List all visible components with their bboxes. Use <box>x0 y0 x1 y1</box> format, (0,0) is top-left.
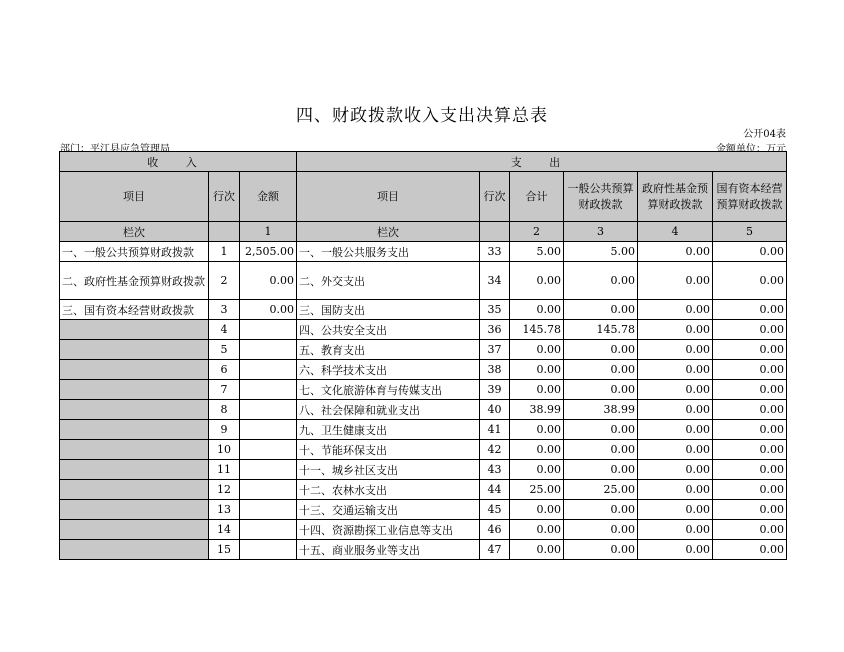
general-budget-cell: 0.00 <box>564 440 638 460</box>
state-capital-cell: 0.00 <box>713 380 787 400</box>
table-row <box>60 500 787 520</box>
table-row <box>60 420 787 440</box>
income-row-cell: 6 <box>209 360 240 380</box>
state-capital-cell: 0.00 <box>713 300 787 320</box>
expense-item-cell: 十五、商业服务业等支出 <box>297 540 480 560</box>
expense-total-cell: 0.00 <box>510 380 564 400</box>
income-row-cell: 12 <box>209 480 240 500</box>
general-budget-cell: 0.00 <box>564 360 638 380</box>
income-row-cell: 4 <box>209 320 240 340</box>
gov-fund-cell: 0.00 <box>638 540 713 560</box>
expense-row-cell: 39 <box>480 380 510 400</box>
income-item-cell <box>60 440 209 460</box>
gov-fund-cell: 0.00 <box>638 340 713 360</box>
income-amount-cell <box>240 400 297 420</box>
income-amount-cell <box>240 420 297 440</box>
income-item-cell <box>60 520 209 540</box>
expense-total-header: 合计 <box>510 172 564 222</box>
expense-row-cell: 42 <box>480 440 510 460</box>
header-group-row <box>60 152 787 172</box>
expense-item-cell: 十三、交通运输支出 <box>297 500 480 520</box>
expense-item-cell: 二、外交支出 <box>297 262 480 300</box>
expense-item-cell: 七、文化旅游体育与传媒支出 <box>297 380 480 400</box>
income-item-cell <box>60 460 209 480</box>
gov-fund-cell: 0.00 <box>638 360 713 380</box>
general-budget-cell: 0.00 <box>564 340 638 360</box>
income-row-cell: 13 <box>209 500 240 520</box>
gov-fund-cell: 0.00 <box>638 440 713 460</box>
general-budget-cell: 145.78 <box>564 320 638 340</box>
expense-row-cell: 46 <box>480 520 510 540</box>
gov-fund-cell: 0.00 <box>638 500 713 520</box>
expense-row-cell: 41 <box>480 420 510 440</box>
table-row <box>60 360 787 380</box>
state-capital-cell: 0.00 <box>713 242 787 262</box>
expense-item-header: 项目 <box>297 172 480 222</box>
expense-row-header: 行次 <box>480 172 510 222</box>
income-amount-header: 金额 <box>240 172 297 222</box>
gov-fund-cell: 0.00 <box>638 380 713 400</box>
table-row <box>60 242 787 262</box>
gov-fund-cell: 0.00 <box>638 400 713 420</box>
income-row-cell: 8 <box>209 400 240 420</box>
state-capital-cell: 0.00 <box>713 440 787 460</box>
gov-fund-cell: 0.00 <box>638 242 713 262</box>
expense-row-cell: 45 <box>480 500 510 520</box>
income-amount-cell <box>240 460 297 480</box>
expense-total-cell: 38.99 <box>510 400 564 420</box>
expense-total-cell: 0.00 <box>510 520 564 540</box>
general-budget-cell: 5.00 <box>564 242 638 262</box>
expense-item-cell: 四、公共安全支出 <box>297 320 480 340</box>
expense-total-cell: 0.00 <box>510 360 564 380</box>
income-amount-cell <box>240 360 297 380</box>
column-index-blank <box>209 222 240 242</box>
general-budget-header: 一般公共预算财政拨款 <box>564 172 638 222</box>
expense-total-cell: 0.00 <box>510 420 564 440</box>
gov-fund-cell: 0.00 <box>638 520 713 540</box>
unit-label: 金额单位：万元 <box>716 144 786 155</box>
gov-fund-cell: 0.00 <box>638 300 713 320</box>
column-index-3: 3 <box>564 222 638 242</box>
income-amount-cell: 0.00 <box>240 300 297 320</box>
general-budget-cell: 0.00 <box>564 520 638 540</box>
income-amount-cell <box>240 540 297 560</box>
expense-item-cell: 九、卫生健康支出 <box>297 420 480 440</box>
expense-row-cell: 33 <box>480 242 510 262</box>
income-item-header: 项目 <box>60 172 209 222</box>
expense-row-cell: 43 <box>480 460 510 480</box>
income-amount-cell <box>240 440 297 460</box>
gov-fund-cell: 0.00 <box>638 460 713 480</box>
expense-row-cell: 35 <box>480 300 510 320</box>
expense-row-cell: 36 <box>480 320 510 340</box>
header-column-row <box>60 172 787 222</box>
income-amount-cell <box>240 380 297 400</box>
state-capital-header: 国有资本经营预算财政拨款 <box>713 172 787 222</box>
state-capital-cell: 0.00 <box>713 320 787 340</box>
income-row-cell: 2 <box>209 262 240 300</box>
expense-item-cell: 一、一般公共服务支出 <box>297 242 480 262</box>
income-item-cell: 二、政府性基金预算财政拨款 <box>60 262 209 300</box>
gov-fund-cell: 0.00 <box>638 480 713 500</box>
state-capital-cell: 0.00 <box>713 460 787 480</box>
state-capital-cell: 0.00 <box>713 262 787 300</box>
state-capital-cell: 0.00 <box>713 340 787 360</box>
state-capital-cell: 0.00 <box>713 360 787 380</box>
income-item-cell: 一、一般公共预算财政拨款 <box>60 242 209 262</box>
income-row-cell: 1 <box>209 242 240 262</box>
general-budget-cell: 0.00 <box>564 300 638 320</box>
column-index-4: 4 <box>638 222 713 242</box>
expense-total-cell: 0.00 <box>510 300 564 320</box>
table-row <box>60 300 787 320</box>
income-amount-cell <box>240 500 297 520</box>
expense-row-cell: 47 <box>480 540 510 560</box>
expense-item-cell: 十四、资源勘探工业信息等支出 <box>297 520 480 540</box>
expense-item-cell: 十一、城乡社区支出 <box>297 460 480 480</box>
income-item-cell <box>60 360 209 380</box>
income-row-cell: 11 <box>209 460 240 480</box>
income-amount-cell <box>240 320 297 340</box>
income-row-cell: 7 <box>209 380 240 400</box>
general-budget-cell: 0.00 <box>564 500 638 520</box>
table-row <box>60 340 787 360</box>
table-row <box>60 380 787 400</box>
general-budget-cell: 0.00 <box>564 262 638 300</box>
state-capital-cell: 0.00 <box>713 500 787 520</box>
column-index-label-right: 栏次 <box>297 222 480 242</box>
column-index-1: 1 <box>240 222 297 242</box>
general-budget-cell: 0.00 <box>564 380 638 400</box>
state-capital-cell: 0.00 <box>713 480 787 500</box>
expense-item-cell: 十二、农林水支出 <box>297 480 480 500</box>
gov-fund-cell: 0.00 <box>638 262 713 300</box>
income-item-cell: 三、国有资本经营财政拨款 <box>60 300 209 320</box>
expense-item-cell: 八、社会保障和就业支出 <box>297 400 480 420</box>
general-budget-cell: 0.00 <box>564 420 638 440</box>
table-row <box>60 400 787 420</box>
income-amount-cell <box>240 520 297 540</box>
department-label: 部门：平江县应急管理局 <box>60 144 170 155</box>
general-budget-cell: 0.00 <box>564 540 638 560</box>
income-row-cell: 9 <box>209 420 240 440</box>
expense-total-cell: 0.00 <box>510 340 564 360</box>
income-amount-cell: 2,505.00 <box>240 242 297 262</box>
column-index-2: 2 <box>510 222 564 242</box>
income-amount-cell <box>240 340 297 360</box>
expense-group-header: 支 出 <box>297 152 787 172</box>
income-row-cell: 5 <box>209 340 240 360</box>
income-item-cell <box>60 420 209 440</box>
form-code: 公开04表 <box>743 129 786 140</box>
table-row <box>60 320 787 340</box>
expense-total-cell: 0.00 <box>510 262 564 300</box>
income-item-cell <box>60 500 209 520</box>
income-amount-cell <box>240 480 297 500</box>
expense-row-cell: 44 <box>480 480 510 500</box>
state-capital-cell: 0.00 <box>713 540 787 560</box>
expense-total-cell: 0.00 <box>510 500 564 520</box>
income-item-cell <box>60 540 209 560</box>
gov-fund-cell: 0.00 <box>638 320 713 340</box>
gov-fund-header: 政府性基金预算财政拨款 <box>638 172 713 222</box>
expense-row-cell: 37 <box>480 340 510 360</box>
expense-item-cell: 六、科学技术支出 <box>297 360 480 380</box>
income-item-cell <box>60 340 209 360</box>
income-item-cell <box>60 380 209 400</box>
expense-row-cell: 40 <box>480 400 510 420</box>
expense-item-cell: 三、国防支出 <box>297 300 480 320</box>
income-row-header: 行次 <box>209 172 240 222</box>
expense-total-cell: 5.00 <box>510 242 564 262</box>
table-row <box>60 460 787 480</box>
expense-item-cell: 五、教育支出 <box>297 340 480 360</box>
expense-item-cell: 十、节能环保支出 <box>297 440 480 460</box>
table-row <box>60 540 787 560</box>
gov-fund-cell: 0.00 <box>638 420 713 440</box>
expense-row-cell: 34 <box>480 262 510 300</box>
expense-total-cell: 145.78 <box>510 320 564 340</box>
expense-total-cell: 25.00 <box>510 480 564 500</box>
state-capital-cell: 0.00 <box>713 520 787 540</box>
fiscal-summary-table <box>59 151 787 560</box>
income-amount-cell: 0.00 <box>240 262 297 300</box>
table-row <box>60 262 787 300</box>
state-capital-cell: 0.00 <box>713 420 787 440</box>
table-row <box>60 520 787 540</box>
column-index-row <box>60 222 787 242</box>
income-item-cell <box>60 400 209 420</box>
income-row-cell: 10 <box>209 440 240 460</box>
table-row <box>60 480 787 500</box>
state-capital-cell: 0.00 <box>713 400 787 420</box>
page-title: 四、财政拨款收入支出决算总表 <box>296 106 548 126</box>
income-item-cell <box>60 320 209 340</box>
general-budget-cell: 25.00 <box>564 480 638 500</box>
income-row-cell: 14 <box>209 520 240 540</box>
expense-total-cell: 0.00 <box>510 440 564 460</box>
general-budget-cell: 0.00 <box>564 460 638 480</box>
income-row-cell: 3 <box>209 300 240 320</box>
income-row-cell: 15 <box>209 540 240 560</box>
column-index-label: 栏次 <box>60 222 209 242</box>
income-item-cell <box>60 480 209 500</box>
expense-total-cell: 0.00 <box>510 540 564 560</box>
table-row <box>60 440 787 460</box>
expense-total-cell: 0.00 <box>510 460 564 480</box>
income-group-header: 收 入 <box>60 152 297 172</box>
column-index-5: 5 <box>713 222 787 242</box>
column-index-blank-right <box>480 222 510 242</box>
general-budget-cell: 38.99 <box>564 400 638 420</box>
expense-row-cell: 38 <box>480 360 510 380</box>
